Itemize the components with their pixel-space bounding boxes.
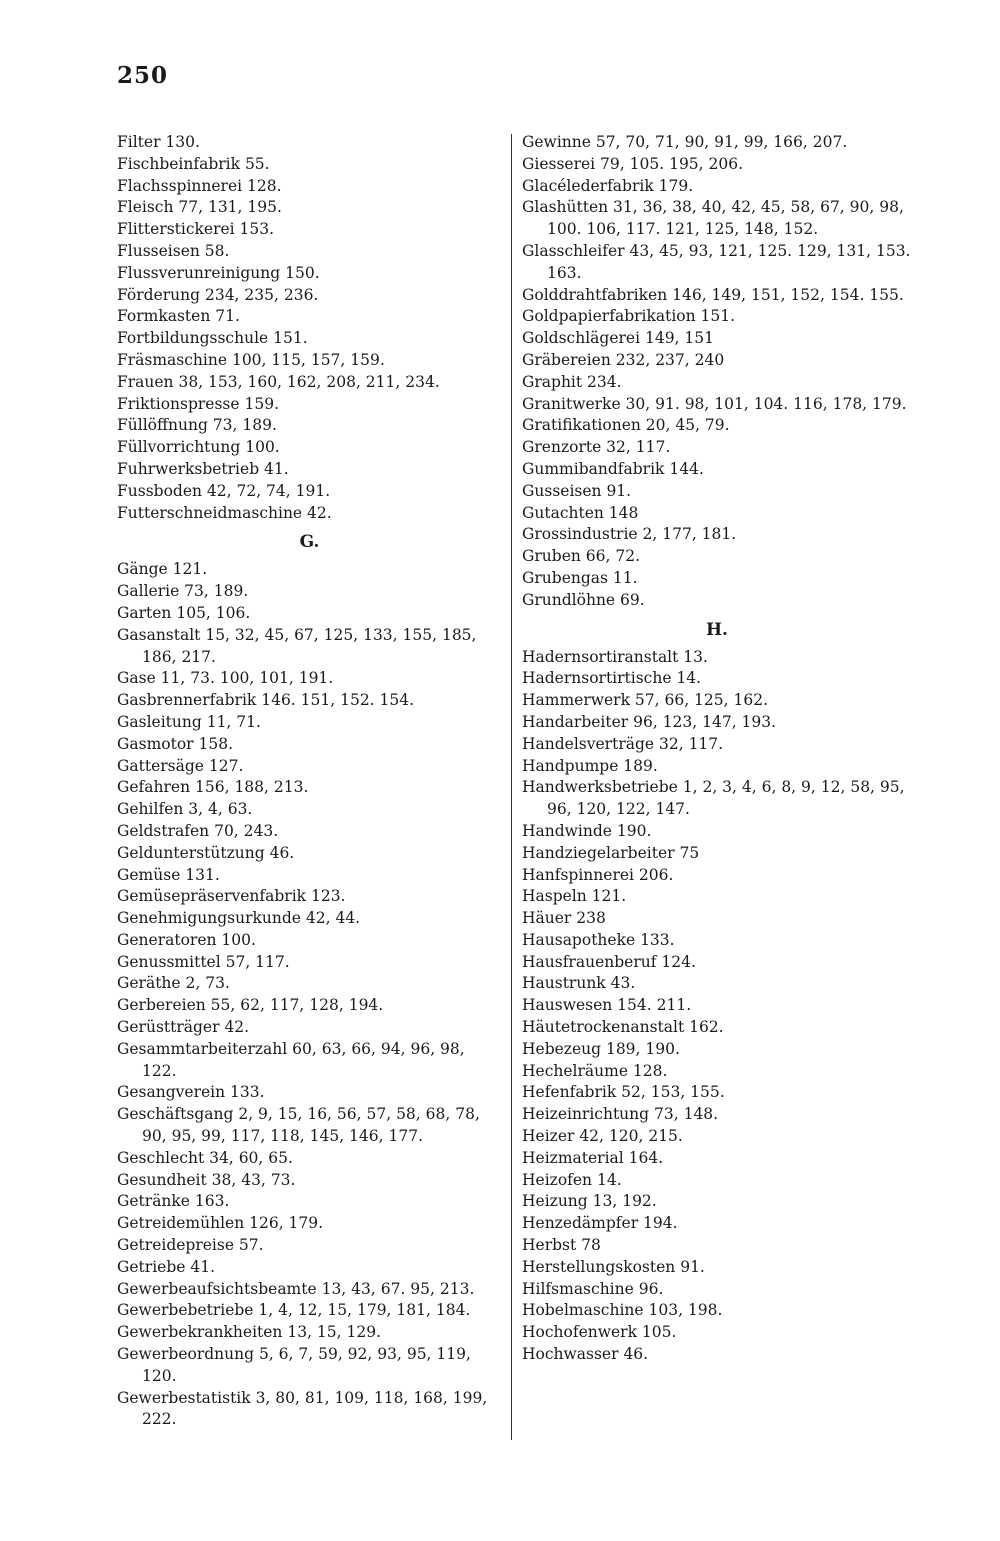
index-entry: Hefenfabrik 52, 153, 155.	[522, 1083, 725, 1102]
index-entry: Generatoren 100.	[117, 930, 256, 949]
index-entry: Heizung 13, 192.	[522, 1192, 657, 1211]
index-entry: Grundlöhne 69.	[522, 590, 645, 609]
index-entry: Gemüsepräservenfabrik 123.	[117, 887, 346, 906]
index-entry: Geschäftsgang 2, 9, 15, 16, 56, 57, 58, 68, 78, 90, 95, 99, 117, 118, 145, 146, 177.	[117, 1105, 480, 1146]
section-letter-g: G.	[299, 532, 320, 553]
index-entry: Hauswesen 154. 211.	[522, 996, 692, 1015]
index-entry: Frauen 38, 153, 160, 162, 208, 211, 234.	[117, 372, 440, 391]
index-entry: Flachsspinnerei 128.	[117, 176, 282, 195]
index-entry: Haspeln 121.	[522, 887, 627, 906]
index-entry: Herstellungskosten 91.	[522, 1257, 705, 1276]
index-entry: Heizer 42, 120, 215.	[522, 1127, 683, 1146]
index-entry: Förderung 234, 235, 236.	[117, 285, 319, 304]
index-entry: Gewerbestatistik 3, 80, 81, 109, 118, 168, 199, 222.	[117, 1388, 488, 1429]
index-entry: Heizmaterial 164.	[522, 1148, 664, 1167]
index-entry: Filter 130.	[117, 133, 200, 151]
index-entry: Geldstrafen 70, 243.	[117, 821, 279, 840]
index-entry: Hilfsmaschine 96.	[522, 1279, 664, 1298]
index-entry: Flitterstickerei 153.	[117, 220, 275, 239]
index-entry: Flusseisen 58.	[117, 241, 230, 260]
section-letter-h: H.	[706, 619, 728, 640]
index-entry: Henzedämpfer 194.	[522, 1214, 678, 1233]
index-entry: Gummibandfabrik 144.	[522, 459, 704, 478]
index-entry: Haustrunk 43.	[522, 974, 636, 993]
index-entry: Genehmigungsurkunde 42, 44.	[117, 909, 361, 928]
index-entry: Handelsverträge 32, 117.	[522, 734, 724, 753]
index-entry: Gemüse 131.	[117, 865, 220, 884]
index-entry: Gewerbebetriebe 1, 4, 12, 15, 179, 181, 184.	[117, 1301, 471, 1320]
index-entry: Füllvorrichtung 100.	[117, 438, 280, 457]
index-entry: Glashütten 31, 36, 38, 40, 42, 45, 58, 67, 90, 98, 100. 106, 117. 121, 125, 148, 152.	[522, 198, 904, 239]
page-number: 250	[117, 62, 169, 89]
index-group-f	[117, 132, 502, 524]
index-entry: Grubengas 11.	[522, 568, 638, 587]
index-entry: Gehilfen 3, 4, 63.	[117, 800, 253, 819]
index-entry: Hammerwerk 57, 66, 125, 162.	[522, 691, 769, 710]
index-entry: Heizofen 14.	[522, 1170, 622, 1189]
index-entry: Gase 11, 73. 100, 101, 191.	[117, 669, 334, 688]
index-entry: Gruben 66, 72.	[522, 547, 641, 566]
index-entry: Gasmotor 158.	[117, 734, 234, 753]
index-entry: Fussboden 42, 72, 74, 191.	[117, 481, 331, 500]
index-group-g-continued	[522, 132, 912, 612]
index-entry: Giesserei 79, 105. 195, 206.	[522, 154, 744, 173]
index-entry: Getränke 163.	[117, 1192, 230, 1211]
index-entry: Häuer 238	[522, 909, 606, 928]
index-entry: Gallerie 73, 189.	[117, 582, 249, 601]
index-entry: Getreidepreise 57.	[117, 1236, 264, 1255]
index-entry: Garten 105, 106.	[117, 603, 251, 622]
index-group-h	[522, 647, 912, 1366]
index-entry: Getriebe 41.	[117, 1257, 215, 1276]
index-entry: Graphit 234.	[522, 372, 622, 391]
index-entry: Gänge 121.	[117, 560, 208, 579]
index-entry: Hochofenwerk 105.	[522, 1323, 677, 1342]
index-entry: Glasschleifer 43, 45, 93, 121, 125. 129, 131, 153. 163.	[522, 241, 911, 282]
index-entry: Gratifikationen 20, 45, 79.	[522, 416, 730, 435]
index-entry: Grenzorte 32, 117.	[522, 438, 671, 457]
index-entry: Hausfrauenberuf 124.	[522, 952, 696, 971]
index-entry: Geldunterstützung 46.	[117, 843, 295, 862]
index-entry: Gewinne 57, 70, 71, 90, 91, 99, 166, 207.	[522, 133, 848, 151]
index-entry: Genussmittel 57, 117.	[117, 952, 290, 971]
index-entry: Gerbereien 55, 62, 117, 128, 194.	[117, 996, 384, 1015]
index-entry: Formkasten 71.	[117, 307, 240, 326]
index-entry: Hausapotheke 133.	[522, 930, 675, 949]
index-entry: Flussverunreinigung 150.	[117, 263, 320, 282]
index-entry: Granitwerke 30, 91. 98, 101, 104. 116, 178, 179.	[522, 394, 907, 413]
index-entry: Gesammtarbeiterzahl 60, 63, 66, 94, 96, 98, 122.	[117, 1039, 465, 1080]
index-entry: Gesundheit 38, 43, 73.	[117, 1170, 296, 1189]
index-entry: Golddrahtfabriken 146, 149, 151, 152, 154. 155.	[522, 285, 904, 304]
index-entry: Gefahren 156, 188, 213.	[117, 778, 309, 797]
index-entry: Friktionspresse 159.	[117, 394, 279, 413]
index-entry: Gewerbeaufsichtsbeamte 13, 43, 67. 95, 213.	[117, 1279, 475, 1298]
index-entry: Hanfspinnerei 206.	[522, 865, 674, 884]
index-entry: Handpumpe 189.	[522, 756, 658, 775]
index-column-left	[117, 132, 502, 1431]
index-entry: Herbst 78	[522, 1236, 601, 1255]
index-entry: Gesangverein 133.	[117, 1083, 265, 1102]
index-entry: Geräthe 2, 73.	[117, 974, 230, 993]
index-entry: Futterschneidmaschine 42.	[117, 503, 332, 522]
index-entry: Hadernsortiranstalt 13.	[522, 647, 708, 666]
index-entry: Gattersäge 127.	[117, 756, 244, 775]
index-entry: Glacélederfabrik 179.	[522, 176, 694, 195]
index-entry: Handwerksbetriebe 1, 2, 3, 4, 6, 8, 9, 12, 58, 95, 96, 120, 122, 147.	[522, 778, 905, 819]
index-entry: Handwinde 190.	[522, 821, 652, 840]
index-entry: Gasleitung 11, 71.	[117, 712, 261, 731]
index-entry: Hochwasser 46.	[522, 1345, 649, 1364]
index-entry: Gusseisen 91.	[522, 481, 632, 500]
index-entry: Gerüstträger 42.	[117, 1018, 250, 1037]
index-entry: Hebezeug 189, 190.	[522, 1039, 680, 1058]
index-entry: Gewerbekrankheiten 13, 15, 129.	[117, 1323, 382, 1342]
index-entry: Goldschlägerei 149, 151	[522, 329, 714, 348]
index-entry: Fuhrwerksbetrieb 41.	[117, 459, 289, 478]
index-entry: Fräsmaschine 100, 115, 157, 159.	[117, 350, 385, 369]
index-entry: Gutachten 148	[522, 503, 639, 522]
index-entry: Goldpapierfabrikation 151.	[522, 307, 736, 326]
index-entry: Fischbeinfabrik 55.	[117, 154, 270, 173]
index-entry: Gräbereien 232, 237, 240	[522, 350, 725, 369]
index-group-g	[117, 559, 502, 1431]
index-entry: Hechelräume 128.	[522, 1061, 668, 1080]
index-entry: Geschlecht 34, 60, 65.	[117, 1148, 293, 1167]
index-entry: Fleisch 77, 131, 195.	[117, 198, 282, 217]
index-entry: Fortbildungsschule 151.	[117, 329, 308, 348]
index-entry: Häutetrockenanstalt 162.	[522, 1018, 724, 1037]
index-entry: Füllöffnung 73, 189.	[117, 416, 277, 435]
index-entry: Gewerbeordnung 5, 6, 7, 59, 92, 93, 95, 119, 120.	[117, 1345, 471, 1385]
index-entry: Getreidemühlen 126, 179.	[117, 1214, 324, 1233]
index-entry: Grossindustrie 2, 177, 181.	[522, 525, 737, 544]
column-divider	[511, 134, 512, 1440]
index-entry: Gasbrennerfabrik 146. 151, 152. 154.	[117, 691, 415, 710]
index-entry: Hadernsortirtische 14.	[522, 669, 702, 688]
index-entry: Handarbeiter 96, 123, 147, 193.	[522, 712, 777, 731]
index-entry: Hobelmaschine 103, 198.	[522, 1301, 723, 1320]
index-entry: Heizeinrichtung 73, 148.	[522, 1105, 719, 1124]
index-entry: Gasanstalt 15, 32, 45, 67, 125, 133, 155, 185, 186, 217.	[117, 625, 477, 666]
index-entry: Handziegelarbeiter 75	[522, 843, 700, 862]
index-column-right	[522, 132, 912, 1366]
